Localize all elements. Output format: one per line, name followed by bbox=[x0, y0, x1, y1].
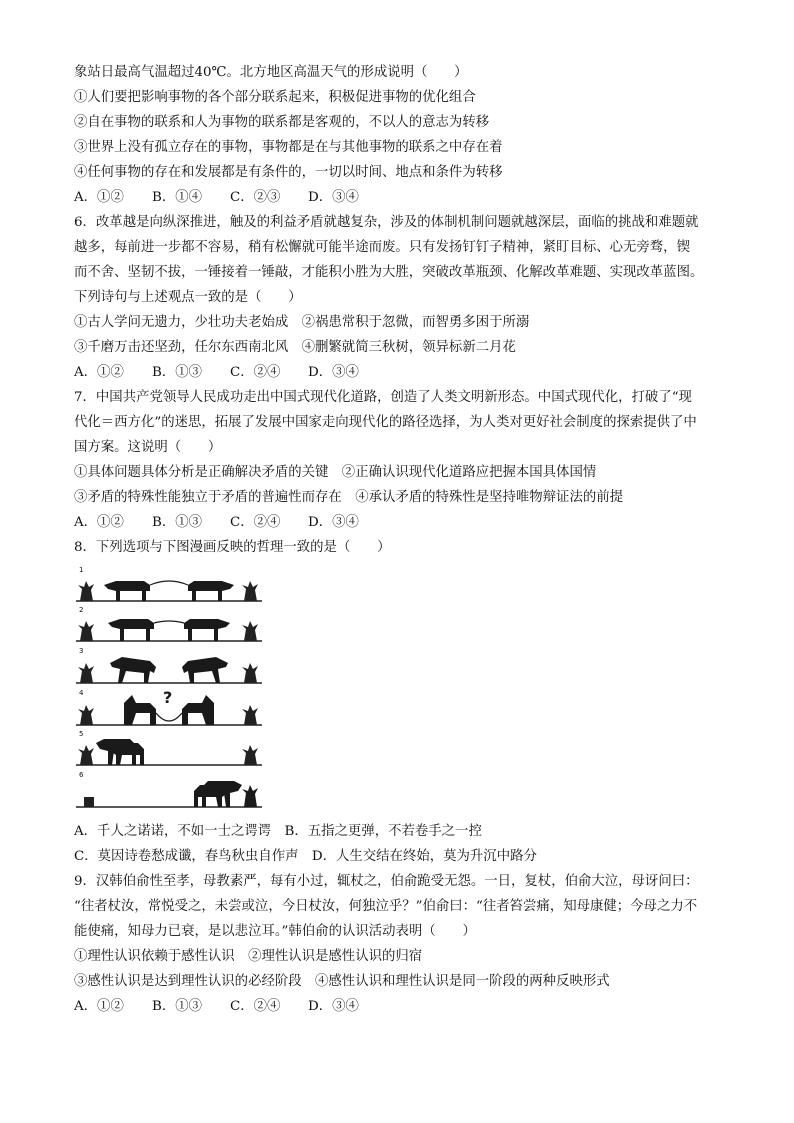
q8-options-cd[interactable]: C．莫因诗卷愁成谶，春鸟秋虫自作声 D．人生交结在终始，莫为升沉中路分 bbox=[74, 849, 537, 864]
q6-stem-line-2: 越多，每前进一步都不容易，稍有松懈就可能半途而废。只有发扬钉钉子精神，紧盯目标、心无旁骛，锲 bbox=[74, 240, 690, 255]
q9-stem-line-1: 9．汉韩伯俞性至孝，母教素严，每有小过，辄杖之，伯俞跪受无怨。一日，复杖，伯俞大泣，母讶问曰： bbox=[74, 874, 699, 889]
donkey-pair-panel-6 bbox=[194, 781, 258, 807]
panel-number-3: 3 bbox=[79, 647, 84, 655]
donkey-pair-panel-5 bbox=[96, 739, 144, 765]
q7-stem-line-1: 7．中国共产党领导人民成功走出中国式现代化道路，创造了人类文明新形态。中国式现代化，打破了“现 bbox=[74, 390, 692, 405]
q6-option-b[interactable]: B．①③ bbox=[152, 365, 203, 380]
q9-items-1: ①理性认识依赖于感性认识 ②理性认识是感性认识的归宿 bbox=[74, 949, 423, 964]
donkey-pair-panel-4 bbox=[124, 688, 214, 725]
panel-number-1: 1 bbox=[79, 566, 84, 574]
q6-option-d[interactable]: D．③④ bbox=[308, 365, 359, 380]
exam-page bbox=[74, 60, 734, 1019]
q5-item-3: ③世界上没有孤立存在的事物，事物都是在与其他事物的联系之中存在着 bbox=[74, 140, 503, 155]
q7-option-b[interactable]: B．①③ bbox=[152, 515, 203, 530]
q5-item-4: ④任何事物的存在和发展都是有条件的，一切以时间、地点和条件为转移 bbox=[74, 165, 503, 180]
q7-option-c[interactable]: C．②④ bbox=[230, 515, 281, 530]
q9-option-c[interactable]: C．②④ bbox=[230, 999, 281, 1014]
q8-stem: 8．下列选项与下图漫画反映的哲理一致的是（ ） bbox=[74, 540, 391, 555]
donkey-pair-panel-1 bbox=[104, 581, 234, 601]
q5-item-1: ①人们要把影响事物的各个部分联系起来，积极促进事物的优化组合 bbox=[74, 90, 476, 105]
panel-number-5: 5 bbox=[79, 730, 84, 738]
panel-number-2: 2 bbox=[79, 606, 84, 614]
q9-options bbox=[74, 994, 734, 1019]
q8-options-ab[interactable]: A．千人之诺诺，不如一士之谔谔 B．五指之更弹，不若卷手之一控 bbox=[74, 824, 482, 839]
q7-option-a[interactable]: A．①② bbox=[74, 515, 124, 530]
q6-option-a[interactable]: A．①② bbox=[74, 365, 124, 380]
q9-option-a[interactable]: A．①② bbox=[74, 999, 124, 1014]
q6-stem-line-4: 下列诗句与上述观点一致的是（ ） bbox=[74, 290, 302, 305]
q5-option-d[interactable]: D．③④ bbox=[308, 190, 359, 205]
q6-items-1: ①古人学问无遗力，少壮功夫老始成 ②祸患常积于忽微，而智勇多困于所溺 bbox=[74, 315, 530, 330]
q7-stem-line-2: 代化＝西方化”的迷思，拓展了发展中国家走向现代化的路径选择，为人类对更好社会制度的探索提供了中 bbox=[74, 415, 697, 430]
q9-items-2: ③感性认识是达到理性认识的必经阶段 ④感性认识和理性认识是同一阶段的两种反映形式 bbox=[74, 974, 610, 989]
question-mark: ? bbox=[163, 688, 173, 707]
q7-options bbox=[74, 510, 734, 535]
q7-items-2: ③矛盾的特殊性能独立于矛盾的普遍性而存在 ④承认矛盾的特殊性是坚持唯物辩证法的前提 bbox=[74, 490, 624, 505]
panel-number-6: 6 bbox=[79, 771, 84, 779]
q9-stem-line-3: 能使痛，知母力已衰，是以悲泣耳。”韩伯俞的认识活动表明（ ） bbox=[74, 924, 476, 939]
q7-stem-line-3: 国方案。这说明（ ） bbox=[74, 440, 222, 455]
q6-option-c[interactable]: C．②④ bbox=[230, 365, 281, 380]
q5-item-2: ②自在事物的联系和人为事物的联系都是客观的，不以人的意志为转移 bbox=[74, 115, 490, 130]
q5-option-b[interactable]: B．①④ bbox=[152, 190, 203, 205]
q7-option-d[interactable]: D．③④ bbox=[308, 515, 359, 530]
donkeys-cartoon bbox=[74, 563, 264, 813]
panel-number-4: 4 bbox=[79, 689, 84, 697]
q9-option-b[interactable]: B．①③ bbox=[152, 999, 203, 1014]
q9-stem-line-2: “往者杖汝，常悦受之，未尝或泣，今日杖汝，何独泣乎？”伯俞曰：“往者笞尝痛，知母康健；今母之力不 bbox=[74, 899, 698, 914]
q5-option-a[interactable]: A．①② bbox=[74, 190, 124, 205]
donkey-pair-panel-3 bbox=[110, 657, 228, 683]
q5-option-c[interactable]: C．②③ bbox=[230, 190, 281, 205]
q6-stem-line-1: 6．改革越是向纵深推进，触及的利益矛盾就越复杂，涉及的体制机制问题就越深层，面临的挑战和难题就 bbox=[74, 215, 699, 230]
q6-options bbox=[74, 360, 734, 385]
q5-options bbox=[74, 185, 734, 210]
q6-stem-line-3: 而不舍、坚韧不拔，一锤接着一锤敲，才能积小胜为大胜，突破改革瓶颈、化解改革难题、实现改革蓝图。 bbox=[74, 265, 704, 280]
q6-items-2: ③千磨万击还坚劲，任尔东西南北风 ④删繁就简三秋树，领异标新二月花 bbox=[74, 340, 516, 355]
donkey-pair-panel-2 bbox=[108, 619, 230, 641]
q9-option-d[interactable]: D．③④ bbox=[308, 999, 359, 1014]
q5-stem: 象站日最高气温超过40℃。北方地区高温天气的形成说明（ ） bbox=[74, 65, 468, 80]
q7-items-1: ①具体问题具体分析是正确解决矛盾的关键 ②正确认识现代化道路应把握本国具体国情 bbox=[74, 465, 597, 480]
